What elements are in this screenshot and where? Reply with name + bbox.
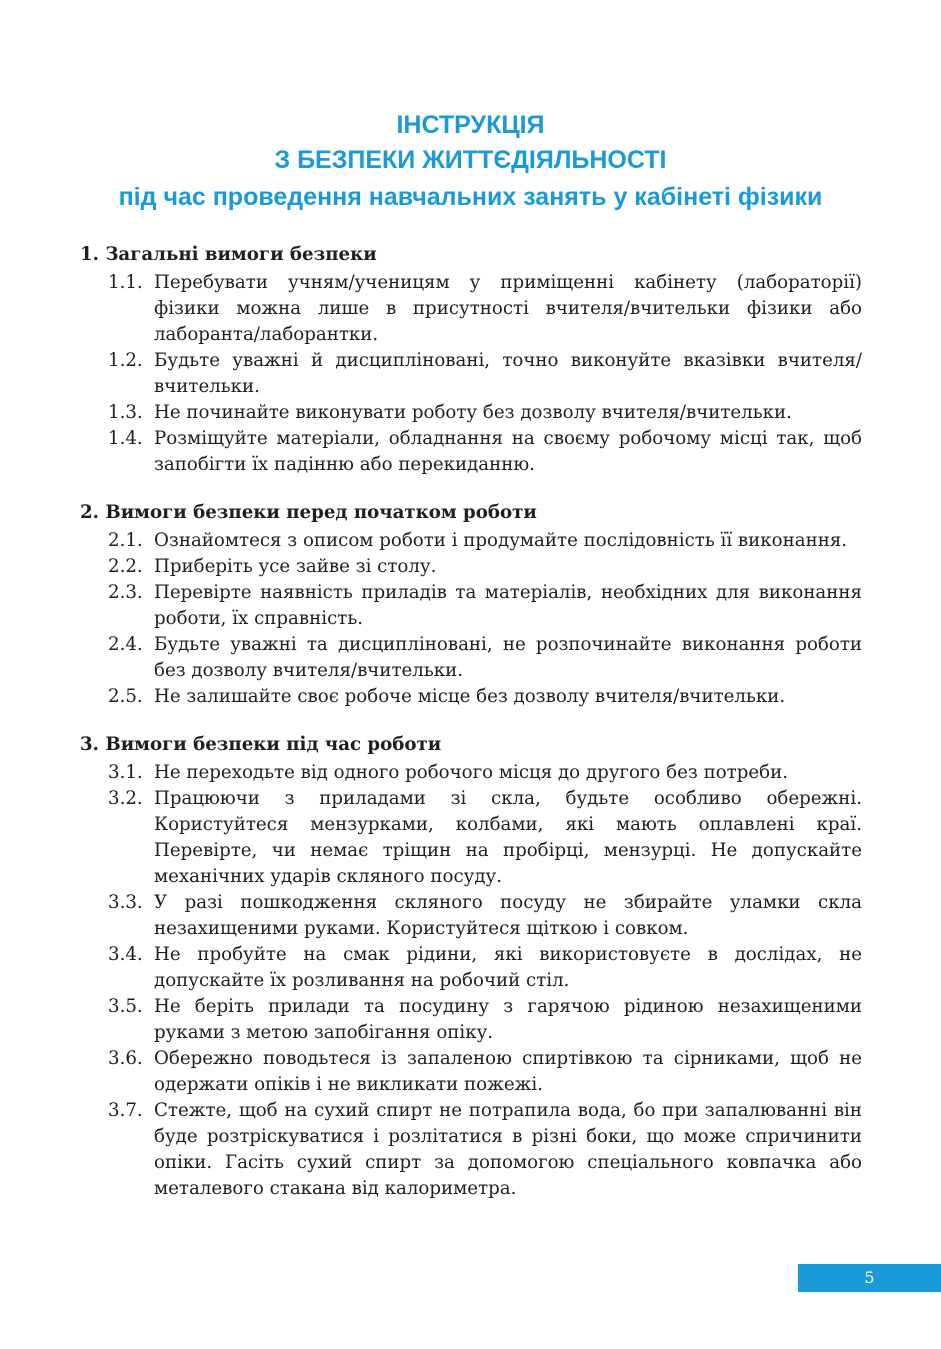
list-item: [80, 760, 862, 786]
item-number: 1.1.: [108, 272, 143, 293]
item-number: 3.5.: [108, 996, 143, 1017]
item-text: Не беріть прилади та посудину з гарячою рідиною незахищеними руками з метою запобігання опіку.: [154, 996, 862, 1043]
item-text: Не починайте виконувати роботу без дозволу вчителя/вчительки.: [154, 402, 792, 423]
item-text: У разі пошкодження скляного посуду не збирайте уламки скла незахищеними руками. Користуйтеся щіткою і совком.: [154, 892, 862, 939]
list-item: [80, 270, 862, 348]
section-general: [80, 242, 862, 478]
list-item: [80, 580, 862, 632]
item-text: Не переходьте від одного робочого місця до другого без потреби.: [154, 762, 788, 783]
list-item: [80, 554, 862, 580]
list-item: [80, 890, 862, 942]
section-before-work: [80, 500, 862, 710]
item-number: 2.3.: [108, 582, 143, 603]
list-item: [80, 786, 862, 890]
item-number: 3.4.: [108, 944, 143, 965]
title-line-2: З БЕЗПЕКИ ЖИТТЄДІЯЛЬНОСТІ: [274, 146, 667, 174]
list-item: [80, 400, 862, 426]
item-number: 3.3.: [108, 892, 143, 913]
list-item: [80, 1098, 862, 1202]
item-text: Будьте уважні й дисципліновані, точно виконуйте вказівки вчителя/вчительки.: [154, 350, 862, 397]
item-text: Будьте уважні та дисципліновані, не розпочинайте виконання роботи без дозволу вчителя/вчительки.: [154, 634, 862, 681]
item-number: 2.2.: [108, 556, 143, 577]
list-item: [80, 528, 862, 554]
title-line-3: під час проведення навчальних занять у кабінеті фізики: [118, 183, 823, 211]
item-number: 3.1.: [108, 762, 143, 783]
list-item: [80, 942, 862, 994]
item-number: 1.4.: [108, 428, 143, 449]
item-number: 3.2.: [108, 788, 143, 809]
item-text: Працюючи з приладами зі скла, будьте особливо обережні. Користуйтеся мензурками, колбами, які мають оплавлені краї. Перевірте, чи немає тріщин на пробірці, мензурці. Не допускайте механічних ударів скляного посуду.: [154, 788, 862, 887]
section-heading: 3. Вимоги безпеки під час роботи: [80, 734, 442, 755]
item-number: 3.7.: [108, 1100, 143, 1121]
item-text: Обережно поводьтеся із запаленою спиртівкою та сірниками, щоб не одержати опіків і не викликати пожежі.: [154, 1048, 862, 1095]
item-number: 1.2.: [108, 350, 143, 371]
section-heading: 2. Вимоги безпеки перед початком роботи: [80, 502, 537, 523]
item-text: Розміщуйте матеріали, обладнання на своєму робочому місці так, щоб запобігти їх падінню або перекиданню.: [154, 428, 862, 475]
list-item: [80, 1046, 862, 1098]
item-number: 2.5.: [108, 686, 143, 707]
list-item: [80, 426, 862, 478]
item-number: 2.1.: [108, 530, 143, 551]
item-text: Не залишайте своє робоче місце без дозволу вчителя/вчительки.: [154, 686, 786, 707]
item-number: 3.6.: [108, 1048, 143, 1069]
list-item: [80, 994, 862, 1046]
item-text: Перевірте наявність приладів та матеріалів, необхідних для виконання роботи, їх справність.: [154, 582, 862, 629]
instruction-body: [80, 242, 862, 1202]
item-text: Приберіть усе зайве зі столу.: [154, 556, 437, 577]
item-text: Ознайомтеся з описом роботи і продумайте послідовність її виконання.: [154, 530, 848, 551]
list-item: [80, 684, 862, 710]
item-text: Перебувати учням/ученицям у приміщенні кабінету (лабораторії) фізики можна лише в присутності вчителя/вчительки фізики або лаборанта/лаборантки.: [154, 272, 862, 345]
section-heading: 1. Загальні вимоги безпеки: [80, 244, 377, 265]
section-during-work: [80, 732, 862, 1202]
list-item: [80, 632, 862, 684]
page-number: 5: [798, 1264, 941, 1292]
item-text: Стежте, щоб на сухий спирт не потрапила вода, бо при запалюванні він буде розтріскуватися і розлітатися в різні боки, що може спричинити опіки. Гасіть сухий спирт за допомогою спеціального ковпачка або металевого стакана від калориметра.: [154, 1100, 862, 1199]
item-number: 1.3.: [108, 402, 143, 423]
item-text: Не пробуйте на смак рідини, які використовуєте в дослідах, не допускайте їх розливання на робочий стіл.: [154, 944, 862, 991]
item-number: 2.4.: [108, 634, 143, 655]
title-line-1: ІНСТРУКЦІЯ: [396, 111, 545, 139]
list-item: [80, 348, 862, 400]
